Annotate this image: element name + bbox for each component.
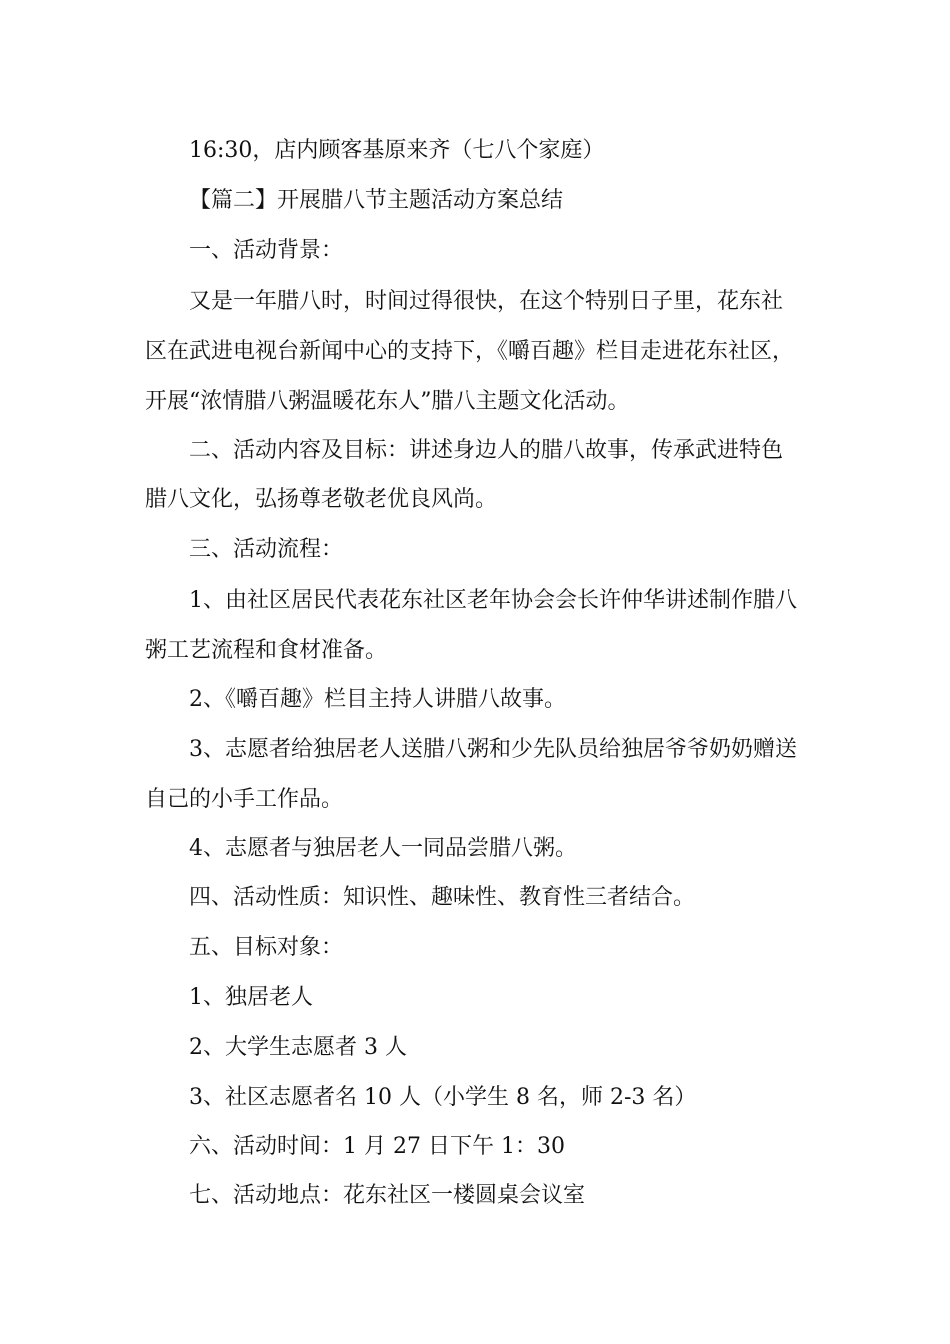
goals-paragraph-line-1: 二、活动内容及目标：讲述身边人的腊八故事，传承武进特色 bbox=[189, 438, 784, 463]
background-paragraph-line-1: 又是一年腊八时，时间过得很快，在这个特别日子里，花东社 bbox=[189, 289, 784, 314]
heading-target-audience: 五、目标对象： bbox=[189, 935, 344, 960]
target-item-2: 2、大学生志愿者 3 人 bbox=[189, 1035, 407, 1060]
heading-activity-nature: 四、活动性质：知识性、趣味性、教育性三者结合。 bbox=[189, 885, 696, 910]
target-item-3: 3、社区志愿者名 10 人（小学生 8 名，师 2-3 名） bbox=[189, 1085, 697, 1110]
activity-time: 六、活动时间：1 月 27 日下午 1：30 bbox=[189, 1134, 565, 1159]
background-paragraph-line-3: 开展“浓情腊八粥温暖花东人”腊八主题文化活动。 bbox=[145, 389, 630, 414]
text-line-time-arrival: 16:30，店内顾客基原来齐（七八个家庭） bbox=[189, 138, 605, 163]
target-item-1: 1、独居老人 bbox=[189, 985, 313, 1010]
process-step-1-line-1: 1、由社区居民代表花东社区老年协会会长许仲华讲述制作腊八 bbox=[189, 588, 797, 613]
heading-activity-process: 三、活动流程： bbox=[189, 537, 344, 562]
section-heading-part-two: 【篇二】开展腊八节主题活动方案总结 bbox=[189, 188, 564, 213]
process-step-1-line-2: 粥工艺流程和食材准备。 bbox=[145, 638, 388, 663]
process-step-2: 2、《嚼百趣》栏目主持人讲腊八故事。 bbox=[189, 687, 566, 712]
process-step-3-line-2: 自己的小手工作品。 bbox=[145, 787, 344, 812]
background-paragraph-line-2: 区在武进电视台新闻中心的支持下，《嚼百趣》栏目走进花东社区， bbox=[145, 339, 795, 364]
process-step-3-line-1: 3、志愿者给独居老人送腊八粥和少先队员给独居爷爷奶奶赠送 bbox=[189, 737, 797, 762]
goals-paragraph-line-2: 腊八文化，弘扬尊老敬老优良风尚。 bbox=[145, 487, 498, 512]
process-step-4: 4、志愿者与独居老人一同品尝腊八粥。 bbox=[189, 836, 577, 861]
heading-activity-background: 一、活动背景： bbox=[189, 238, 344, 263]
activity-location: 七、活动地点：花东社区一楼圆桌会议室 bbox=[189, 1183, 586, 1208]
